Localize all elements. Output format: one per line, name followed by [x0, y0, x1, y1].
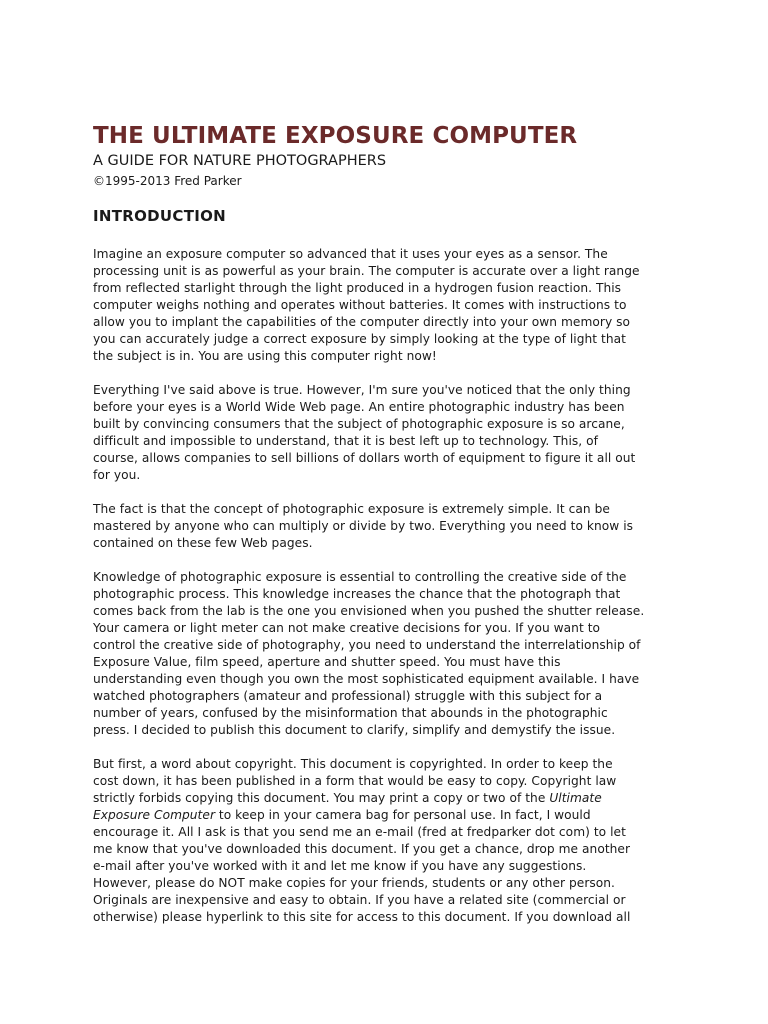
paragraph-line: The fact is that the concept of photographic exposure is extremely simple. It can be [93, 502, 610, 516]
paragraph-line: otherwise) please hyperlink to this site for access to this document. If you download all [93, 910, 631, 924]
paragraph-line: Everything I've said above is true. However, I'm sure you've noticed that the only thing [93, 383, 631, 397]
paragraph-line: Exposure Value, film speed, aperture and shutter speed. You must have this [93, 655, 561, 669]
paragraph-line: Your camera or light meter can not make creative decisions for you. If you want to [93, 621, 601, 635]
paragraph-line: e-mail after you've worked with it and let me know if you have any suggestions. [93, 859, 587, 873]
paragraph-line: before your eyes is a World Wide Web page. An entire photographic industry has been [93, 400, 625, 414]
paragraph-line: computer weighs nothing and operates without batteries. It comes with instructions to [93, 298, 627, 312]
section-heading-introduction: INTRODUCTION [93, 207, 227, 225]
paragraph-line: processing unit is as powerful as your brain. The computer is accurate over a light range [93, 264, 640, 278]
paragraph-5 [93, 756, 683, 926]
paragraph-line: photographic process. This knowledge increases the chance that the photograph that [93, 587, 621, 601]
paragraph-line: However, please do NOT make copies for your friends, students or any other person. [93, 876, 615, 890]
paragraph-text: strictly forbids copying this document. You may print a copy or two of the [93, 791, 550, 805]
paragraph-line [93, 790, 683, 807]
document-subtitle: A GUIDE FOR NATURE PHOTOGRAPHERS [93, 153, 387, 169]
document-page [93, 120, 683, 926]
paragraph-text: to keep in your camera bag for personal use. In fact, I would [215, 808, 591, 822]
paragraph-line: allow you to implant the capabilities of the computer directly into your own memory so [93, 315, 631, 329]
paragraph-line: mastered by anyone who can multiply or divide by two. Everything you need to know is [93, 519, 634, 533]
paragraph-line: number of years, confused by the misinformation that abounds in the photographic [93, 706, 608, 720]
document-title: THE ULTIMATE EXPOSURE COMPUTER [93, 123, 578, 149]
paragraph-line: press. I decided to publish this document to clarify, simplify and demystify the issue. [93, 723, 616, 737]
paragraph-line: watched photographers (amateur and professional) struggle with this subject for a [93, 689, 603, 703]
paragraph-line: contained on these few Web pages. [93, 536, 313, 550]
paragraph-line: the subject is in. You are using this computer right now! [93, 349, 437, 363]
paragraph-3 [93, 501, 683, 552]
paragraph-line: comes back from the lab is the one you envisioned when you pushed the shutter release. [93, 604, 645, 618]
paragraph-4 [93, 569, 683, 739]
paragraph-line: course, allows companies to sell billions of dollars worth of equipment to figure it all out [93, 451, 636, 465]
paragraph-line: me know that you've downloaded this document. If you get a chance, drop me another [93, 842, 631, 856]
paragraph-line: from reflected starlight through the light produced in a hydrogen fusion reaction. This [93, 281, 622, 295]
paragraph-line: But first, a word about copyright. This document is copyrighted. In order to keep the [93, 757, 613, 771]
paragraph-line: control the creative side of photography, you need to understand the interrelationship of [93, 638, 641, 652]
paragraph-line: built by convincing consumers that the subject of photographic exposure is so arcane, [93, 417, 625, 431]
copyright-line: ©1995-2013 Fred Parker [93, 174, 242, 188]
paragraph-line: understanding even though you own the most sophisticated equipment available. I have [93, 672, 640, 686]
paragraph-1 [93, 246, 683, 365]
paragraph-line: difficult and impossible to understand, that it is best left up to technology. This, of [93, 434, 598, 448]
paragraph-line: Knowledge of photographic exposure is essential to controlling the creative side of the [93, 570, 627, 584]
paragraph-line: cost down, it has been published in a form that would be easy to copy. Copyright law [93, 774, 617, 788]
paragraph-2 [93, 382, 683, 484]
paragraph-line: Imagine an exposure computer so advanced that it uses your eyes as a sensor. The [93, 247, 608, 261]
italic-book-title-part: Exposure Computer [93, 808, 215, 822]
paragraph-line: you can accurately judge a correct exposure by simply looking at the type of light that [93, 332, 626, 346]
paragraph-line [93, 807, 683, 824]
italic-book-title-part: Ultimate [549, 791, 602, 805]
paragraph-line: encourage it. All I ask is that you send me an e-mail (fred at fredparker dot com) to let [93, 825, 626, 839]
paragraph-line: for you. [93, 468, 141, 482]
paragraph-line: Originals are inexpensive and easy to obtain. If you have a related site (commercial or [93, 893, 626, 907]
